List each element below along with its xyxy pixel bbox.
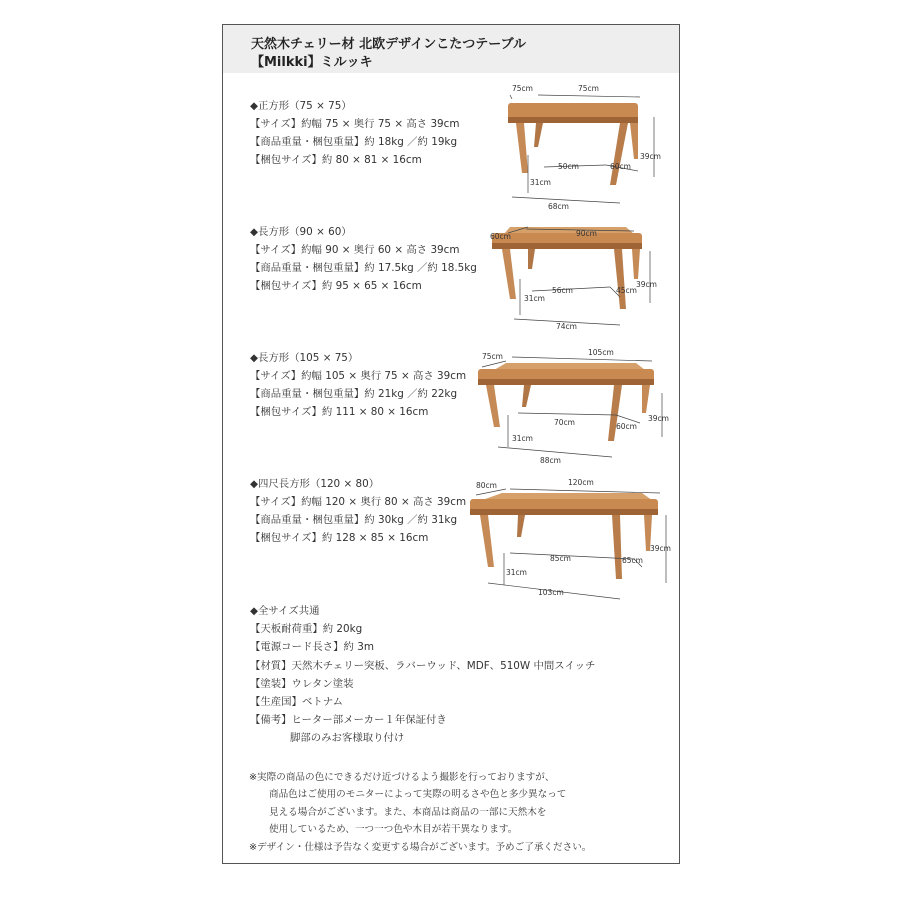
table-diagram-90x60 (486, 203, 676, 333)
dim-leg-label: 31cm (524, 294, 545, 303)
dim-floor-label: 88cm (540, 456, 561, 465)
common-load: 【天板耐荷重】約 20kg (250, 623, 363, 636)
product-title: 天然木チェリー材 北欧デザインこたつテーブル (251, 37, 527, 52)
table-diagram-120x80 (466, 471, 676, 601)
product-name: 【Milkki】ミルッキ (251, 55, 373, 70)
dim-leg-label: 31cm (512, 434, 533, 443)
spec-heading: ◆長方形（105 × 75） (250, 352, 359, 364)
header (223, 25, 679, 73)
common-remarks: 【備考】ヒーター部メーカー１年保証付き (250, 714, 447, 727)
spec-size: 【サイズ】約幅 105 × 奥行 75 × 高さ 39cm (250, 370, 467, 382)
spec-package: 【梱包サイズ】約 128 × 85 × 16cm (250, 532, 429, 544)
spec-block-90x60 (250, 223, 477, 295)
dim-inner-width-label: 56cm (552, 286, 573, 295)
dim-height-label: 39cm (640, 152, 661, 161)
spec-heading: ◆正方形（75 × 75） (250, 100, 352, 112)
spec-weight: 【商品重量・梱包重量】約 30kg ／約 31kg (250, 514, 458, 526)
table-diagram-105x75 (476, 333, 676, 463)
dim-inner-width-label: 85cm (550, 554, 571, 563)
note-line: 商品色はご使用のモニターによって実際の明るさや色と多少異なって (269, 789, 567, 801)
dim-floor-label: 74cm (556, 322, 577, 331)
spec-package: 【梱包サイズ】約 95 × 65 × 16cm (250, 280, 422, 292)
spec-heading: ◆四尺長方形（120 × 80） (250, 478, 380, 490)
dim-width-label: 105cm (588, 348, 614, 357)
dim-inner-depth-label: 65cm (622, 556, 643, 565)
dim-width-label: 120cm (568, 478, 594, 487)
common-remarks-continued: 脚部のみお客様取り付け (290, 732, 405, 745)
spec-card (222, 24, 680, 864)
dim-depth-label: 75cm (512, 84, 533, 93)
spec-size: 【サイズ】約幅 75 × 奥行 75 × 高さ 39cm (250, 118, 460, 130)
common-cord: 【電源コード長さ】約 3m (250, 641, 374, 654)
dim-leg-label: 31cm (530, 178, 551, 187)
dim-inner-width-label: 50cm (558, 162, 579, 171)
dim-inner-depth-label: 60cm (610, 162, 631, 171)
spec-weight: 【商品重量・梱包重量】約 18kg ／約 19kg (250, 136, 458, 148)
note-line: 使用しているため、一つ一つ色や木目が若干異なります。 (269, 824, 518, 836)
notes (249, 769, 591, 856)
spec-size: 【サイズ】約幅 90 × 奥行 60 × 高さ 39cm (250, 244, 460, 256)
dim-depth-label: 75cm (482, 352, 503, 361)
spec-weight: 【商品重量・梱包重量】約 21kg ／約 22kg (250, 388, 458, 400)
spec-block-75x75 (250, 97, 460, 169)
table-diagram-75x75 (488, 81, 678, 211)
dim-inner-depth-label: 45cm (616, 286, 637, 295)
dim-width-label: 75cm (578, 84, 599, 93)
spec-block-120x80 (250, 475, 466, 547)
spec-package: 【梱包サイズ】約 111 × 80 × 16cm (250, 406, 429, 418)
dim-depth-label: 80cm (476, 481, 497, 490)
table-illustration (470, 493, 658, 579)
note-line: 見える場合がございます。また、本商品は商品の一部に天然木を (269, 806, 547, 818)
common-finish: 【塗装】ウレタン塗装 (250, 677, 354, 690)
spec-package: 【梱包サイズ】約 80 × 81 × 16cm (250, 154, 422, 166)
dim-depth-label: 60cm (490, 232, 511, 241)
spec-weight: 【商品重量・梱包重量】約 17.5kg ／約 18.5kg (250, 262, 477, 274)
dim-width-label: 90cm (576, 229, 597, 238)
note-line: ※デザイン・仕様は予告なく変更する場合がございます。予めご了承ください。 (249, 841, 592, 853)
dim-leg-label: 31cm (506, 568, 527, 577)
common-origin: 【生産国】ベトナム (250, 695, 343, 708)
spec-heading: ◆長方形（90 × 60） (250, 226, 352, 238)
spec-block-105x75 (250, 349, 466, 421)
note-line: ※実際の商品の色にできるだけ近づけるよう撮影を行っておりますが、 (249, 772, 555, 783)
dim-inner-width-label: 70cm (554, 418, 575, 427)
dim-floor-label: 103cm (538, 588, 564, 597)
common-material: 【材質】天然木チェリー突板、ラバーウッド、MDF、510W 中間スイッチ (250, 659, 596, 672)
dim-height-label: 39cm (650, 544, 671, 553)
dim-inner-depth-label: 60cm (616, 422, 637, 431)
dim-height-label: 39cm (648, 414, 669, 423)
common-specs (250, 602, 595, 748)
spec-size: 【サイズ】約幅 120 × 奥行 80 × 高さ 39cm (250, 496, 467, 508)
table-illustration (508, 103, 638, 185)
dim-floor-label: 68cm (548, 202, 569, 211)
dim-height-label: 39cm (636, 280, 657, 289)
common-heading: ◆全サイズ共通 (250, 605, 320, 617)
